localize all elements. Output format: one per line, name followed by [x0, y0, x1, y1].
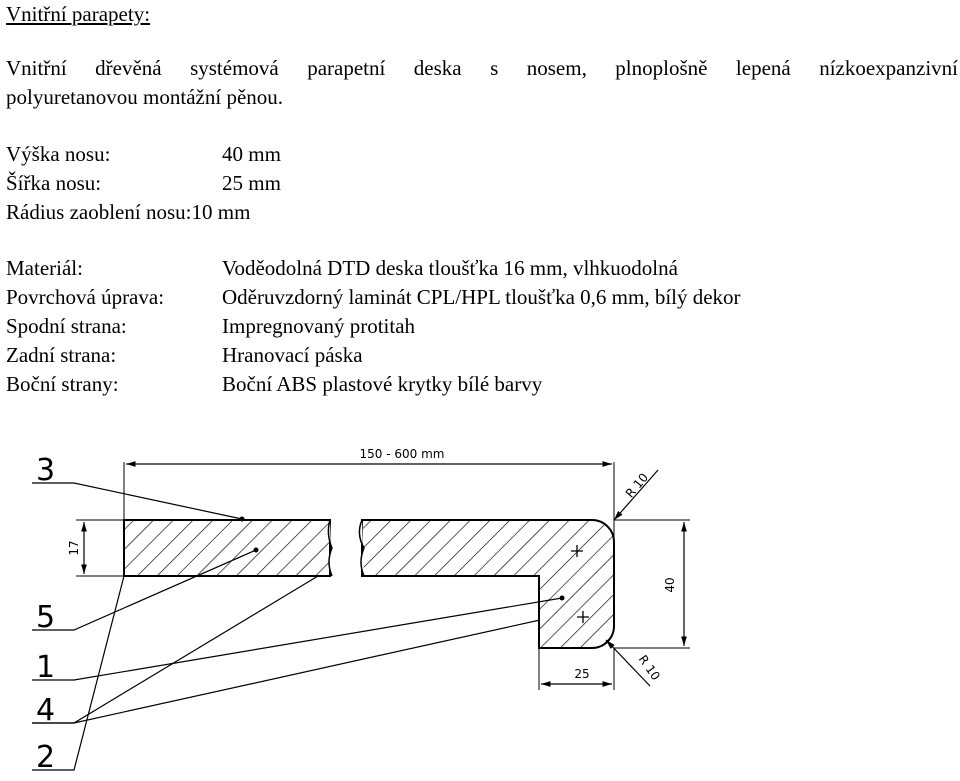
dimension-label: Výška nosu:: [6, 142, 111, 166]
spec-label: Boční strany:: [6, 372, 119, 396]
board-left-section: [124, 520, 332, 576]
dimension-row: [6, 198, 281, 227]
dimension-label: Šířka nosu:: [6, 171, 102, 195]
radius-top-label: R 10: [622, 470, 652, 501]
spec-label: Povrchová úprava:: [6, 285, 165, 309]
callout-number: 4: [36, 693, 56, 728]
page-heading: Vnitřní parapety:: [6, 2, 151, 26]
spec-list: [6, 254, 741, 399]
intro-line-1: Vnitřní dřevěná systémová parapetní deska s nosem, plnoplošně lepená nízkoexpanzivní: [6, 56, 958, 80]
spec-row: [6, 283, 741, 312]
spec-value: Oděruvzdorný laminát CPL/HPL tloušťka 0,6 mm, bílý dekor: [222, 285, 741, 309]
dimension-value: 40 mm: [222, 142, 281, 166]
spec-value: Impregnovaný protitah: [222, 314, 416, 338]
dimension-value: 25 mm: [222, 171, 281, 195]
thickness-dimension-label: 17: [67, 540, 81, 556]
dimension-row: [6, 140, 281, 169]
callout-number: 5: [36, 600, 56, 635]
callout-number: 2: [36, 740, 56, 775]
spec-value: Boční ABS plastové krytky bílé barvy: [222, 372, 543, 396]
dimension-label: Rádius zaoblení nosu:: [6, 200, 192, 224]
dimension-row: [6, 169, 281, 198]
spec-label: Spodní strana:: [6, 314, 127, 338]
spec-label: Materiál:: [6, 256, 83, 280]
nose-width-dimension-label: 25: [574, 667, 590, 681]
spec-row: [6, 312, 741, 341]
spec-row: [6, 370, 741, 399]
dimension-list: [6, 140, 281, 227]
intro-line-2: polyuretanovou montážní pěnou.: [6, 85, 284, 109]
sill-cross-section-drawing: [0, 440, 960, 781]
nose-height-dimension-label: 40: [663, 577, 677, 593]
callout-number: 1: [36, 650, 56, 685]
spec-value: Voděodolná DTD deska tloušťka 16 mm, vlhkuodolná: [222, 256, 678, 280]
spec-row: [6, 254, 741, 283]
board-right-section: [359, 520, 614, 648]
length-dimension-label: 150 - 600 mm: [359, 447, 445, 461]
spec-value: Hranovací páska: [222, 343, 363, 367]
spec-row: [6, 341, 741, 370]
callout-number: 3: [36, 453, 56, 488]
spec-label: Zadní strana:: [6, 343, 117, 367]
radius-bottom-label: R 10: [635, 652, 663, 683]
intro-paragraph: [6, 54, 958, 112]
dimension-value: 10 mm: [191, 200, 251, 224]
